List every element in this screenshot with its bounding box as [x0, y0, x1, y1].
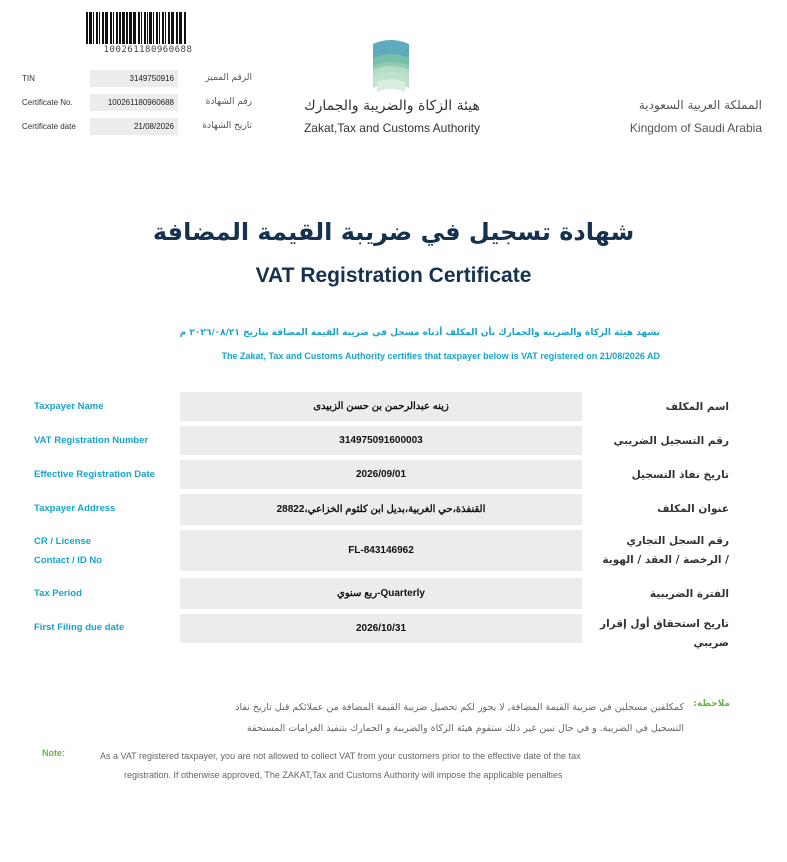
- authority-name-en: Zakat,Tax and Customs Authority: [303, 121, 481, 135]
- note-text-ar: [110, 697, 684, 739]
- meta-value-certificate-date: 21/08/2026: [90, 118, 178, 135]
- row-label-ar-line2: / الرخصة / العقد / الهوية: [602, 554, 729, 566]
- row-label-en: Tax Period: [34, 588, 82, 599]
- row-label-en: Taxpayer Name: [34, 401, 104, 412]
- kingdom-name-ar: المملكة العربية السعودية: [638, 98, 762, 112]
- authority-name-ar: هيئة الزكاة والضريبة والجمارك: [304, 98, 480, 114]
- meta-label-en: Certificate No.: [22, 97, 73, 107]
- row-label-en: VAT Registration Number: [34, 435, 149, 446]
- meta-label-en: TIN: [22, 73, 35, 83]
- note-label-ar: ملاحظة:: [693, 699, 730, 709]
- note-text-en: [100, 747, 680, 785]
- meta-row-tin: [22, 68, 252, 88]
- row-value-first-filing-date: 2026/10/31: [180, 614, 582, 643]
- barcode-number: 100261180960688: [103, 45, 193, 55]
- row-value-address: القنفذة،حي الغربية،بديل ابن كلثوم الخزاعي،28822: [180, 494, 582, 525]
- certificate-title-en: VAT Registration Certificate: [255, 264, 532, 287]
- note-en-line2: registration. If otherwise approved, The ZAKAT,Tax and Customs Authority will impose the applicable penalties: [124, 770, 563, 780]
- row-value-cr-license: FL-843146962: [180, 530, 582, 571]
- row-label-en-line2: Contact / ID No: [34, 555, 103, 566]
- certificate-meta: [22, 68, 252, 140]
- meta-value-certificate-no: 100261180960688: [90, 94, 178, 111]
- row-value-taxpayer-name: زينه عبدالرحمن بن حسن الزبيدى: [180, 392, 582, 421]
- note-label-en: Note:: [42, 748, 65, 758]
- meta-label-en: Certificate date: [22, 121, 76, 131]
- note-ar-line1: كمكلفين مسجلين في ضريبة القيمة المضافة, لا يجوز لكم تحصيل ضريبة القيمة المضافة من عملائكم قبل تاريخ نفاذ: [235, 702, 684, 713]
- barcode-bar: [186, 12, 187, 44]
- zatca-logo-icon: [363, 36, 419, 96]
- meta-value-tin: 3149750916: [90, 70, 178, 87]
- certificate-title-ar: شهادة تسجيل في ضريبة القيمة المضافة: [152, 218, 635, 246]
- row-label-en: Effective Registration Date: [34, 469, 155, 480]
- row-value-vat-number: 314975091600003: [180, 426, 582, 455]
- row-label-ar: تاريخ نفاذ التسجيل: [631, 469, 729, 481]
- barcode-bars: [86, 12, 210, 44]
- row-label-en: Taxpayer Address: [34, 503, 116, 514]
- meta-label-ar: الرقم المميز: [205, 73, 252, 83]
- note-ar-line2: التسجيل في الضريبة. و في حال تبين غير ذلك ستقوم هيئة الزكاة والضريبة و الجمارك بتنفيذ الغرامات المستحقة: [246, 723, 684, 734]
- row-label-ar: رقم التسجيل الضريبي: [613, 435, 729, 447]
- row-label-ar-line2: ضريبي: [693, 637, 729, 649]
- barcode: [86, 12, 210, 56]
- row-value-effective-date: 2026/09/01: [180, 460, 582, 489]
- row-value-tax-period: ربع سنوي-Quarterly: [180, 578, 582, 609]
- note-en-line1: As a VAT registered taxpayer, you are not allowed to collect VAT from your customers prior to the effective date of the tax: [100, 751, 581, 761]
- kingdom-name-en: Kingdom of Saudi Arabia: [629, 121, 762, 135]
- meta-label-ar: تاريخ الشهادة: [202, 121, 252, 131]
- meta-row-certificate-date: [22, 116, 252, 136]
- row-label-ar-line1: رقم السجل التجاري: [626, 535, 729, 547]
- meta-row-certificate-no: [22, 92, 252, 112]
- row-label-en: First Filing due date: [34, 622, 125, 633]
- row-label-ar: عنوان المكلف: [657, 503, 729, 515]
- certifies-statement-en: The Zakat, Tax and Customs Authority certifies that taxpayer below is VAT registered on 21/08/2026 AD: [221, 351, 660, 361]
- certifies-statement-ar: تشهد هيئة الزكاة والضريبة والجمارك بأن المكلف أدناه مسجل في ضريبة القيمة المضافة بتاريخ ٢٠٢٦/٠٨/٢١ م: [179, 328, 660, 338]
- row-label-ar: الفترة الضريبية: [649, 588, 729, 600]
- row-label-ar: اسم المكلف: [665, 401, 729, 413]
- row-label-en-line1: CR / License: [34, 536, 92, 547]
- row-label-ar-line1: تاريخ استحقاق أول إقرار: [600, 618, 729, 630]
- meta-label-ar: رقم الشهادة: [205, 97, 252, 107]
